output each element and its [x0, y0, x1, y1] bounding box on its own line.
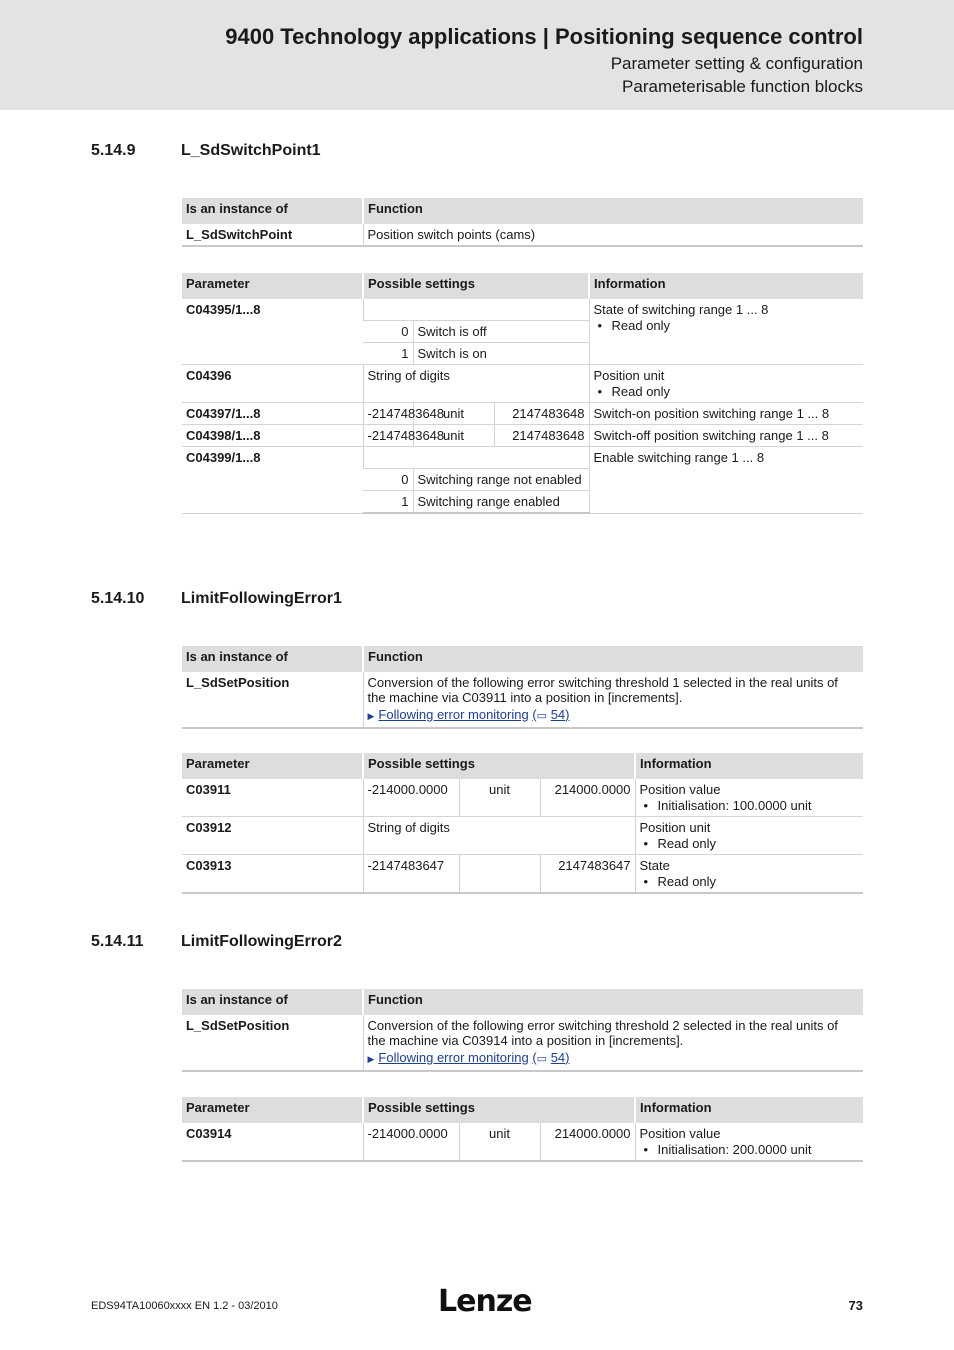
- info-c04396: [589, 365, 863, 403]
- arrow-right-icon: ▶: [367, 1054, 375, 1064]
- param-c04398: C04398/1...8: [182, 425, 363, 447]
- unit: unit: [413, 403, 494, 425]
- instance-of-header: Is an instance of: [182, 989, 363, 1015]
- info-bullet: • Read only: [658, 874, 860, 889]
- section-name: L_SdSwitchPoint1: [181, 142, 321, 159]
- following-error-monitoring-link[interactable]: Following error monitoring: [378, 1050, 529, 1065]
- section-name: LimitFollowingError1: [181, 590, 342, 607]
- instance-name: L_SdSetPosition: [182, 1015, 363, 1071]
- param-c03913: C03913: [182, 855, 363, 894]
- min-value: -214000.0000: [363, 779, 459, 817]
- info-bullet: • Initialisation: 100.0000 unit: [658, 798, 860, 813]
- setting-spacer: [363, 299, 589, 321]
- param-c03914: C03914: [182, 1123, 363, 1161]
- document-title: 9400 Technology applications | Positioning sequence control: [225, 24, 863, 49]
- info-bullet: • Read only: [658, 836, 860, 851]
- parameter-table-limitfollowingerror2: [182, 1097, 863, 1162]
- setting-text: String of digits: [363, 365, 589, 403]
- instance-table-sdswitchpoint1: [182, 198, 863, 247]
- value-text: Switch is off: [413, 321, 589, 343]
- param-c04395: C04395/1...8: [182, 299, 363, 365]
- value-text: Switch is on: [413, 343, 589, 365]
- param-c03912: C03912: [182, 817, 363, 855]
- min-value: -214000.0000: [363, 1123, 459, 1161]
- min-value: -2147483648: [363, 425, 413, 447]
- info-c04395: [589, 299, 863, 365]
- section-heading-limitfollowingerror1: [91, 590, 342, 608]
- section-title: Parameterisable function blocks: [622, 77, 863, 96]
- book-icon: ▭: [536, 710, 548, 722]
- lenze-logo: Lenze: [438, 1284, 532, 1319]
- section-name: LimitFollowingError2: [181, 933, 342, 950]
- min-value: -2147483648: [363, 403, 413, 425]
- instance-table-limitfollowingerror1: [182, 646, 863, 729]
- possible-settings-header: Possible settings: [363, 753, 635, 779]
- info-text: State: [639, 858, 670, 873]
- parameter-table-sdswitchpoint1: [182, 273, 863, 514]
- following-error-monitoring-link[interactable]: Following error monitoring: [378, 707, 529, 722]
- information-header: Information: [635, 1097, 863, 1123]
- param-c03911: C03911: [182, 779, 363, 817]
- unit: [459, 855, 540, 894]
- section-heading-sdswitchpoint1: [91, 142, 321, 160]
- instance-of-header: Is an instance of: [182, 646, 363, 672]
- information-header: Information: [635, 753, 863, 779]
- function-cell: [363, 672, 863, 728]
- value-code: 1: [363, 491, 413, 514]
- section-heading-limitfollowingerror2: [91, 933, 342, 951]
- function-text: Conversion of the following error switching threshold 1 selected in the real units of the machine via C03911 into a position in [increments].: [367, 675, 838, 705]
- cross-reference: ▶ Following error monitoring (▭ 54): [367, 707, 570, 722]
- info-c04399: Enable switching range 1 ... 8: [589, 447, 863, 514]
- info-text: Position unit: [639, 820, 711, 835]
- info-c03911: [635, 779, 863, 817]
- unit: unit: [459, 1123, 540, 1161]
- value-text: Switching range enabled: [413, 491, 589, 514]
- parameter-header: Parameter: [182, 273, 363, 299]
- param-c04397: C04397/1...8: [182, 403, 363, 425]
- unit: unit: [459, 779, 540, 817]
- info-c03913: [635, 855, 863, 894]
- instance-name: L_SdSetPosition: [182, 672, 363, 728]
- parameter-table-limitfollowingerror1: [182, 753, 863, 894]
- document-id: EDS94TA10060xxxx EN 1.2 - 03/2010: [91, 1300, 278, 1312]
- info-c03912: [635, 817, 863, 855]
- info-c04397: Switch-on position switching range 1 ... 8: [589, 403, 863, 425]
- function-cell: [363, 1015, 863, 1071]
- max-value: 214000.0000: [540, 1123, 635, 1161]
- link-page[interactable]: 54: [550, 1050, 566, 1065]
- parameter-header: Parameter: [182, 1097, 363, 1123]
- setting-spacer: [363, 447, 589, 469]
- chapter-title: Parameter setting & configuration: [610, 54, 863, 73]
- parameter-header: Parameter: [182, 753, 363, 779]
- param-c04399: C04399/1...8: [182, 447, 363, 514]
- instance-of-header: Is an instance of: [182, 198, 363, 224]
- page-number: 73: [848, 1298, 863, 1313]
- possible-settings-header: Possible settings: [363, 1097, 635, 1123]
- page-header: [0, 0, 954, 110]
- function-text: Conversion of the following error switching threshold 2 selected in the real units of the machine via C03914 into a position in [increments].: [367, 1018, 838, 1048]
- arrow-right-icon: ▶: [367, 711, 375, 721]
- max-value: 2147483647: [540, 855, 635, 894]
- book-icon: ▭: [536, 1053, 548, 1065]
- max-value: 214000.0000: [540, 779, 635, 817]
- function-header: Function: [363, 198, 863, 224]
- section-number: 5.14.11: [91, 933, 144, 950]
- information-header: Information: [589, 273, 863, 299]
- max-value: 2147483648: [494, 403, 589, 425]
- possible-settings-header: Possible settings: [363, 273, 589, 299]
- info-bullet: • Initialisation: 200.0000 unit: [658, 1142, 860, 1157]
- info-bullet: • Read only: [612, 318, 860, 333]
- section-number: 5.14.10: [91, 590, 145, 607]
- value-code: 1: [363, 343, 413, 365]
- cross-reference: ▶ Following error monitoring (▭ 54): [367, 1050, 570, 1065]
- value-code: 0: [363, 321, 413, 343]
- info-text: Position value: [639, 782, 721, 797]
- setting-text: String of digits: [363, 817, 635, 855]
- min-value: -2147483647: [363, 855, 459, 894]
- value-text: Switching range not enabled: [413, 469, 589, 491]
- info-text: State of switching range 1 ... 8: [593, 302, 769, 317]
- instance-name: L_SdSwitchPoint: [182, 224, 363, 246]
- value-code: 0: [363, 469, 413, 491]
- info-text: Position unit: [593, 368, 665, 383]
- info-c04398: Switch-off position switching range 1 ... 8: [589, 425, 863, 447]
- info-bullet: • Read only: [612, 384, 860, 399]
- function-header: Function: [363, 646, 863, 672]
- max-value: 2147483648: [494, 425, 589, 447]
- info-text: Position value: [639, 1126, 721, 1141]
- param-c04396: C04396: [182, 365, 363, 403]
- link-page[interactable]: 54: [550, 707, 566, 722]
- unit: unit: [413, 425, 494, 447]
- instance-table-limitfollowingerror2: [182, 989, 863, 1072]
- function-header: Function: [363, 989, 863, 1015]
- function-text: Position switch points (cams): [363, 224, 863, 246]
- info-c03914: [635, 1123, 863, 1161]
- section-number: 5.14.9: [91, 142, 136, 159]
